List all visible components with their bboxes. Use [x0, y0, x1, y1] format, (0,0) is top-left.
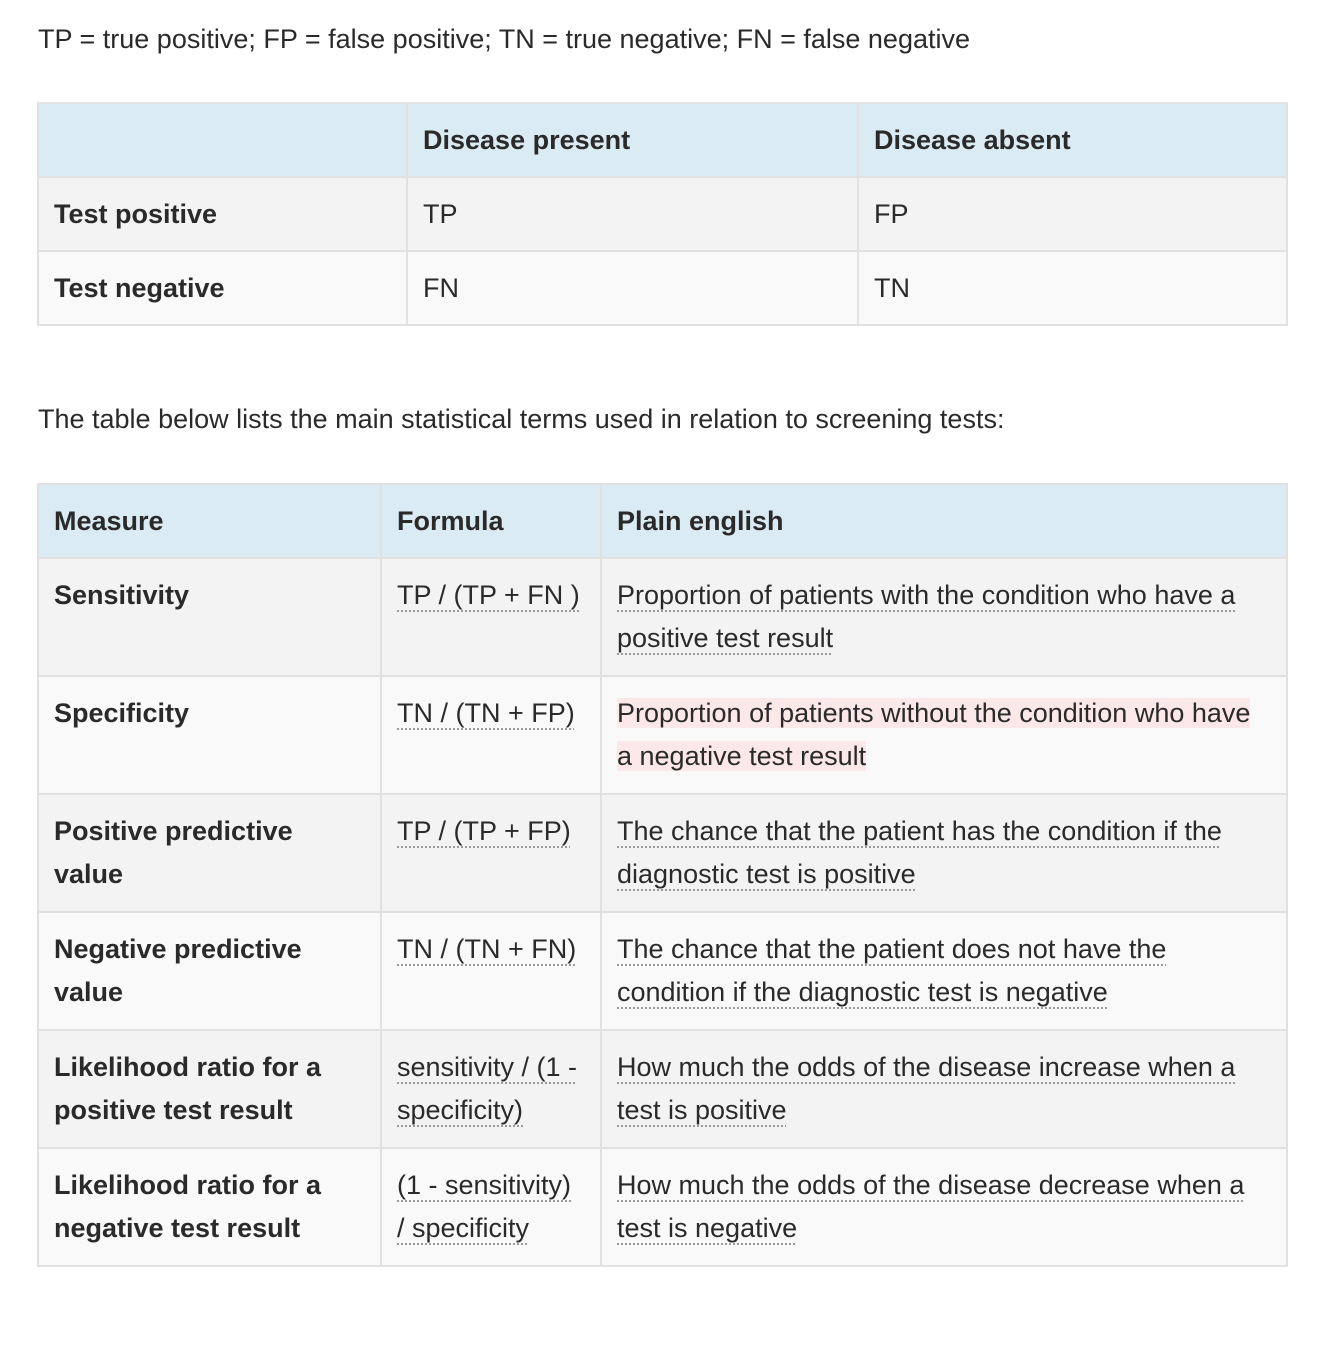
measure-sensitivity: Sensitivity: [38, 558, 381, 676]
table-row: [38, 1148, 1287, 1266]
table-row: [38, 251, 1287, 325]
table-row: [38, 912, 1287, 1030]
header-measure: Measure: [38, 484, 381, 558]
table-row: [38, 1030, 1287, 1148]
header-formula: Formula: [381, 484, 601, 558]
plain-lr-positive[interactable]: How much the odds of the disease increase when a test is positive: [617, 1052, 1236, 1125]
row-label-test-positive: Test positive: [38, 177, 407, 251]
cell-fp: FP: [858, 177, 1287, 251]
contingency-header-disease-present: Disease present: [407, 103, 858, 177]
plain-sensitivity[interactable]: Proportion of patients with the condition who have a positive test result: [617, 580, 1236, 653]
plain-specificity[interactable]: Proportion of patients without the condition who have a negative test result: [617, 698, 1251, 771]
header-plain-english: Plain english: [601, 484, 1287, 558]
measure-lr-positive: Likelihood ratio for a positive test result: [38, 1030, 381, 1148]
cell-tn: TN: [858, 251, 1287, 325]
plain-npv[interactable]: The chance that the patient does not have the condition if the diagnostic test is negative: [617, 934, 1167, 1007]
measure-npv: Negative predictive value: [38, 912, 381, 1030]
contingency-table: [37, 102, 1288, 326]
measures-header-row: [38, 484, 1287, 558]
abbreviation-legend: TP = true positive; FP = false positive; TN = true negative; FN = false negative: [38, 24, 970, 54]
measures-table: [37, 483, 1288, 1267]
contingency-header-disease-absent: Disease absent: [858, 103, 1287, 177]
contingency-header-row: [38, 103, 1287, 177]
cell-tp: TP: [407, 177, 858, 251]
table-row: [38, 676, 1287, 794]
measure-lr-negative: Likelihood ratio for a negative test result: [38, 1148, 381, 1266]
formula-ppv[interactable]: TP / (TP + FP): [397, 816, 571, 846]
table-row: [38, 794, 1287, 912]
cell-fn: FN: [407, 251, 858, 325]
plain-ppv[interactable]: The chance that the patient has the condition if the diagnostic test is positive: [617, 816, 1222, 889]
table-row: [38, 558, 1287, 676]
row-label-test-negative: Test negative: [38, 251, 407, 325]
measure-ppv: Positive predictive value: [38, 794, 381, 912]
formula-lr-positive[interactable]: sensitivity / (1 - specificity): [397, 1052, 578, 1125]
formula-sensitivity[interactable]: TP / (TP + FN ): [397, 580, 580, 610]
table-row: [38, 177, 1287, 251]
formula-specificity[interactable]: TN / (TN + FP): [397, 698, 575, 728]
measure-specificity: Specificity: [38, 676, 381, 794]
contingency-header-empty: [38, 103, 407, 177]
formula-lr-negative[interactable]: (1 - sensitivity) / specificity: [397, 1170, 572, 1243]
plain-lr-negative[interactable]: How much the odds of the disease decrease when a test is negative: [617, 1170, 1245, 1243]
formula-npv[interactable]: TN / (TN + FN): [397, 934, 577, 964]
intro-text: The table below lists the main statistical terms used in relation to screening tests:: [38, 404, 1005, 434]
